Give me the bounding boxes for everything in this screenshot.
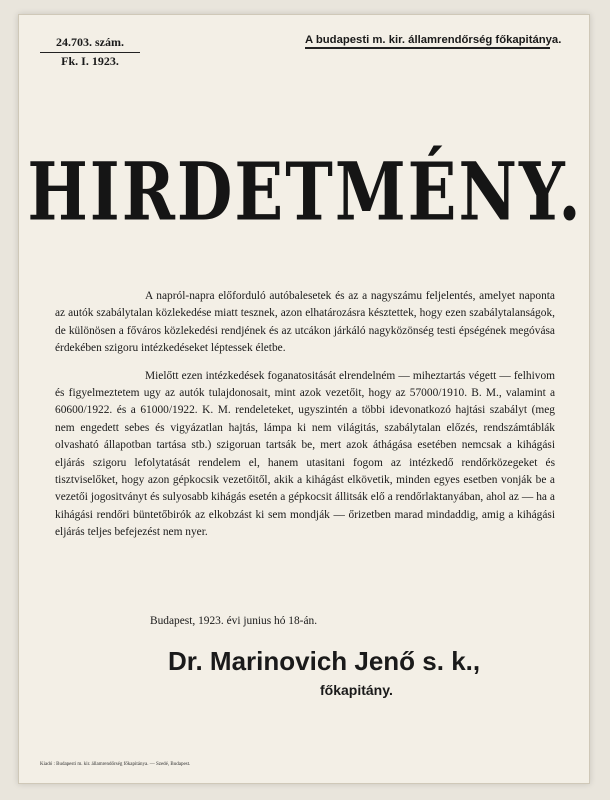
document-number-block xyxy=(40,34,140,70)
signature-name: Dr. Marinovich Jenő s. k., xyxy=(168,646,481,676)
poster-title: HIRDETMÉNY. xyxy=(27,145,583,240)
body-paragraph-1: A napról-napra előforduló autóbalesetek és az a nagyszámu feljelentés, amelyet naponta az autók szabálytalan közlekedése miatt tesznek, azon elhatározásra késztettek, hogy ezen szabálytalanságok, de különösen a főváros közlekedési rendjének és az utcákon járkáló nagyközönség testi épségének megóvása érdekében szigoru intézkedéseket léptessek életbe. xyxy=(55,290,555,355)
document-number: 24.703. szám. xyxy=(40,34,140,53)
signature-title: főkapitány. xyxy=(320,682,393,698)
place-date: Budapest, 1923. évi junius hó 18-án. xyxy=(150,615,318,627)
body-paragraph-2: Mielőtt ezen intézkedések foganatositását elrendelném — miheztartás végett — felhivom és figyelmeztetem ugy az autók tulajdonosait, mint azok vezetőit, hogy az 57000/1910. B. M., valamint a 60600/1922. és a 61000/1922. K. M. rendeleteket, ugyszintén a többi idevonatkozó hajtási szabályt (meg nem engedett sebes és vigyázatlan hajtás, lámpa ki nem világitás, szabálytalan előzés, rendszámtáblák olvasható állapotban tartása stb.) szigoruan tartsák be, mert azok áthágása esetében nemcsak a kihágási eljárás szigoru lefolytatását rendelem el, hanem utasitani fogom az intézkedő rendőrközegeket és tisztviselőket, hogy azon gépkocsik vezetőitől, akik a kihágást elkövetik, minden egyes esetben vonják be a vezetői jogositványt és sulyosabb kihágás esetén a gépkocsit állitsák elő a rendőrlaktanyában, ahol az — ha a kihágási rendőri büntetőbirók az elkobzást ki sem mondják — őrizetben marad mindaddig, amig a kihágási eljárás teljes befejezést nem nyer. xyxy=(55,369,555,539)
announcement-body xyxy=(55,288,555,552)
issuing-authority: A budapesti m. kir. államrendőrség főkapitánya. xyxy=(305,34,550,49)
printer-imprint: Kiadó : Budapesti m. kir. államrendőrség főkapitánya. — Szedé, Budapest. xyxy=(40,762,191,767)
document-reference: Fk. I. 1923. xyxy=(61,54,119,68)
